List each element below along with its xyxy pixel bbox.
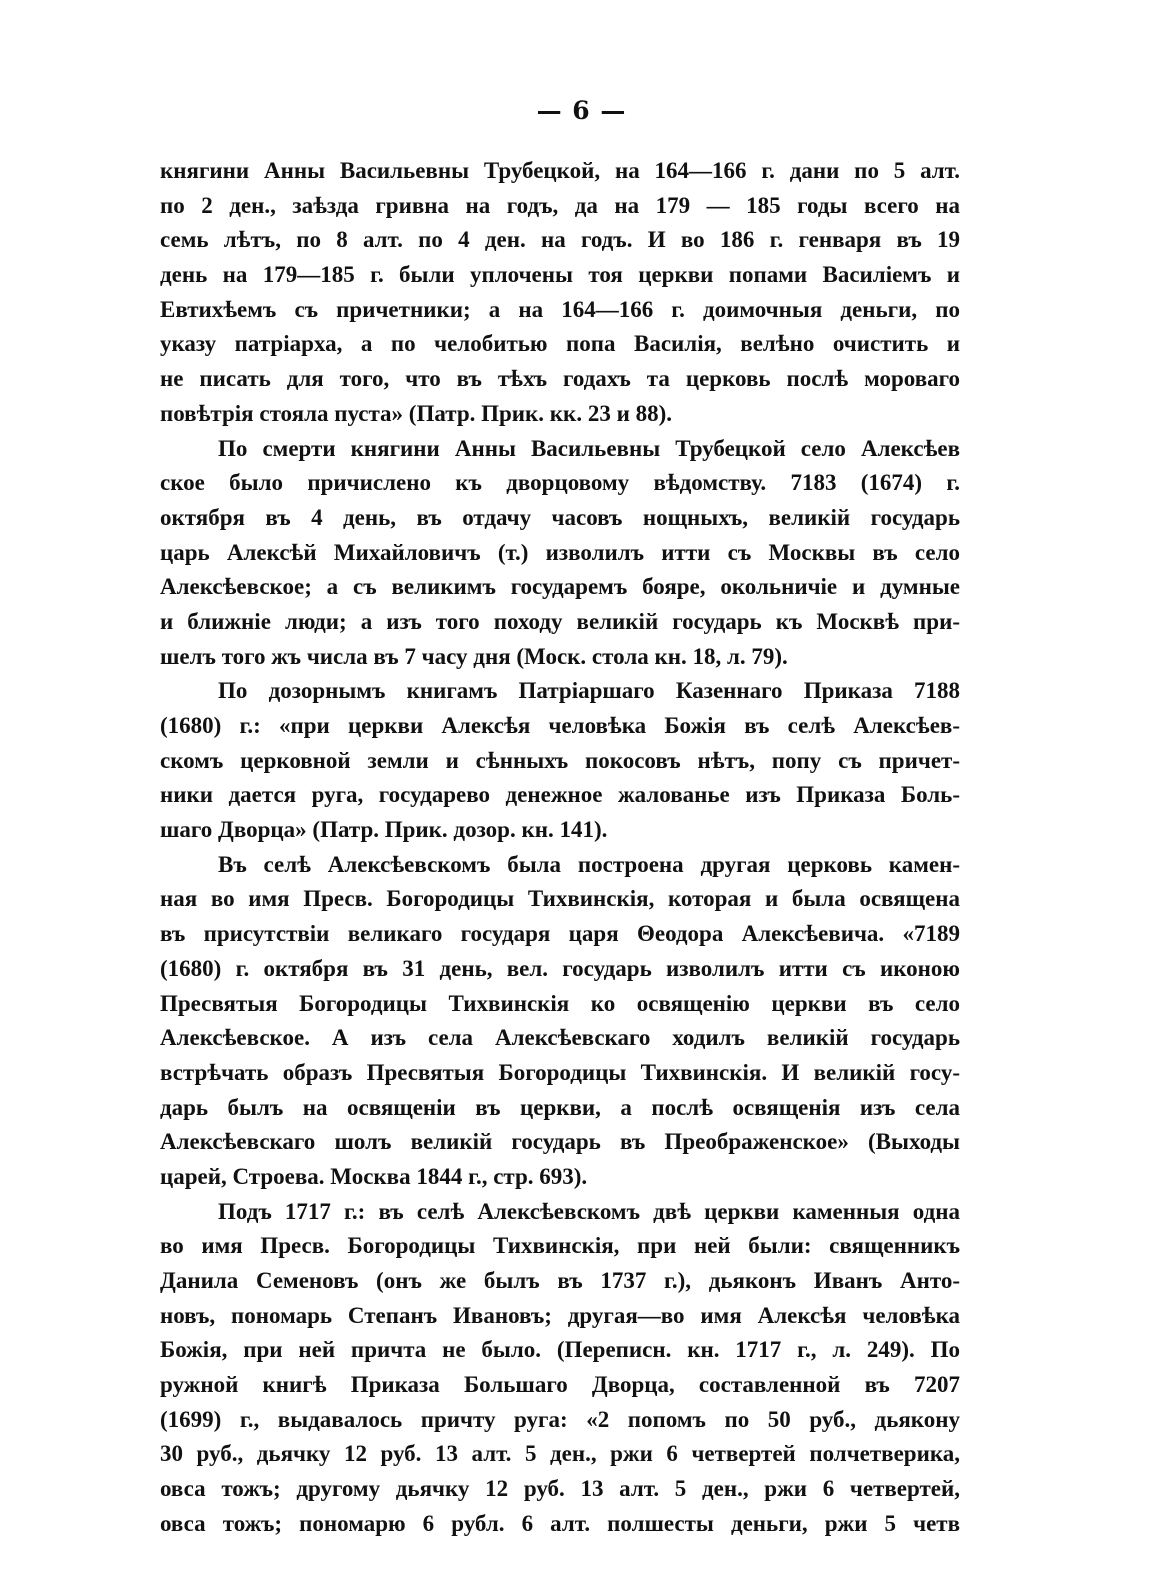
text-line: Божія, при ней причта не было. (Переписн. кн. 1717 г., л. 249). По [160, 1337, 960, 1363]
text-line: Данила Семеновъ (онъ же былъ въ 1737 г.), дьяконъ Иванъ Анто- [160, 1268, 960, 1293]
text-line: и ближніе люди; а изъ того походу великій государь къ Москвѣ при- [160, 608, 960, 634]
text-line: Алексѣевскаго шолъ великій государь въ Преображенское» (Выходы [160, 1129, 960, 1155]
text-line: указу патріарха, а по челобитью попа Василія, велѣно очистить и [160, 331, 960, 357]
text-line: царь Алексѣй Михайловичъ (т.) изволилъ итти съ Москвы въ село [160, 539, 960, 565]
text-line: въ присутствіи великаго государя царя Θеодора Алексѣевича. «7189 [160, 921, 960, 947]
text-line: ная во имя Пресв. Богородицы Тихвинскія, которая и была освящена [160, 886, 960, 912]
text-line: повѣтрія стояла пуста» (Патр. Прик. кк. 23 и 88). [160, 400, 672, 426]
text-line: царей, Строева. Москва 1844 г., стр. 693). [160, 1163, 588, 1189]
text-line: овса тожъ; пономарю 6 рубл. 6 алт. полшесты деньги, ржи 5 четв [160, 1510, 960, 1536]
text-line: октября въ 4 день, въ отдачу часовъ нощныхъ, великій государь [160, 504, 960, 530]
text-line: день на 179—185 г. были уплочены тоя церкви попами Василіемъ и [160, 262, 960, 288]
text-line: ники дается руга, государево денежное жалованье изъ Приказа Боль- [160, 782, 960, 808]
text-line: новъ, пономарь Степанъ Ивановъ; другая—во имя Алексѣя человѣка [160, 1302, 960, 1328]
text-line: Алексѣевское; а съ великимъ государемъ бояре, окольничіе и думные [160, 574, 960, 600]
text-line: скомъ церковной земли и сѣнныхъ покосовъ нѣтъ, попу съ причет- [160, 747, 960, 773]
text-line: (1699) г., выдавалось причту руга: «2 попомъ по 50 руб., дьякону [160, 1406, 960, 1432]
text-line: Въ селѣ Алексѣевскомъ была построена другая церковь камен- [218, 851, 960, 877]
text-line: семь лѣтъ, по 8 алт. по 4 ден. на годъ. И во 186 г. генваря въ 19 [160, 227, 960, 253]
text-line: Пресвятыя Богородицы Тихвинскія ко освященію церкви въ село [160, 990, 960, 1016]
text-line: (1680) г.: «при церкви Алексѣя человѣка Божія въ селѣ Алексѣев- [160, 713, 960, 738]
body-text [160, 154, 960, 1542]
text-line: овса тожъ; другому дьячку 12 руб. 13 алт. 5 ден., ржи 6 четвертей, [160, 1476, 960, 1502]
text-line: (1680) г. октября въ 31 день, вел. государь изволилъ итти съ иконою [160, 955, 960, 981]
text-line: Подъ 1717 г.: въ селѣ Алексѣевскомъ двѣ церкви каменныя одна [218, 1198, 960, 1224]
text-line: княгини Анны Васильевны Трубецкой, на 164—166 г. дани по 5 алт. [160, 158, 960, 183]
text-line: во имя Пресв. Богородицы Тихвинскія, при ней были: священникъ [160, 1233, 960, 1259]
text-line: по 2 ден., заѣзда гривна на годъ, да на 179 — 185 годы всего на [160, 192, 960, 218]
page-number: — 6 — [536, 96, 627, 125]
text-line: встрѣчать образъ Пресвятыя Богородицы Тихвинскія. И великій госу- [160, 1059, 960, 1085]
text-line: дарь былъ на освященіи въ церкви, а послѣ освященія изъ села [160, 1094, 960, 1120]
text-line: ское было причислено къ дворцовому вѣдомству. 7183 (1674) г. [160, 470, 960, 496]
text-line: По смерти княгини Анны Васильевны Трубецкой село Алексѣев [218, 435, 960, 461]
text-line: Алексѣевское. А изъ села Алексѣевскаго ходилъ великій государь [160, 1025, 960, 1051]
text-line: 30 руб., дьячку 12 руб. 13 алт. 5 ден., ржи 6 четвертей полчетверика, [160, 1441, 960, 1467]
text-line: шелъ того жъ числа въ 7 часу дня (Моск. стола кн. 18, л. 79). [160, 643, 788, 669]
text-line: Евтихѣемъ съ причетники; а на 164—166 г. доимочныя деньги, по [160, 296, 960, 322]
text-line: ружной книгѣ Приказа Большаго Дворца, составленной въ 7207 [160, 1372, 960, 1398]
text-line: По дозорнымъ книгамъ Патріаршаго Казеннаго Приказа 7188 [218, 678, 960, 704]
text-line: не писать для того, что въ тѣхъ годахъ та церковь послѣ мороваго [160, 366, 960, 392]
text-line: шаго Дворца» (Патр. Прик. дозор. кн. 141). [160, 817, 608, 843]
